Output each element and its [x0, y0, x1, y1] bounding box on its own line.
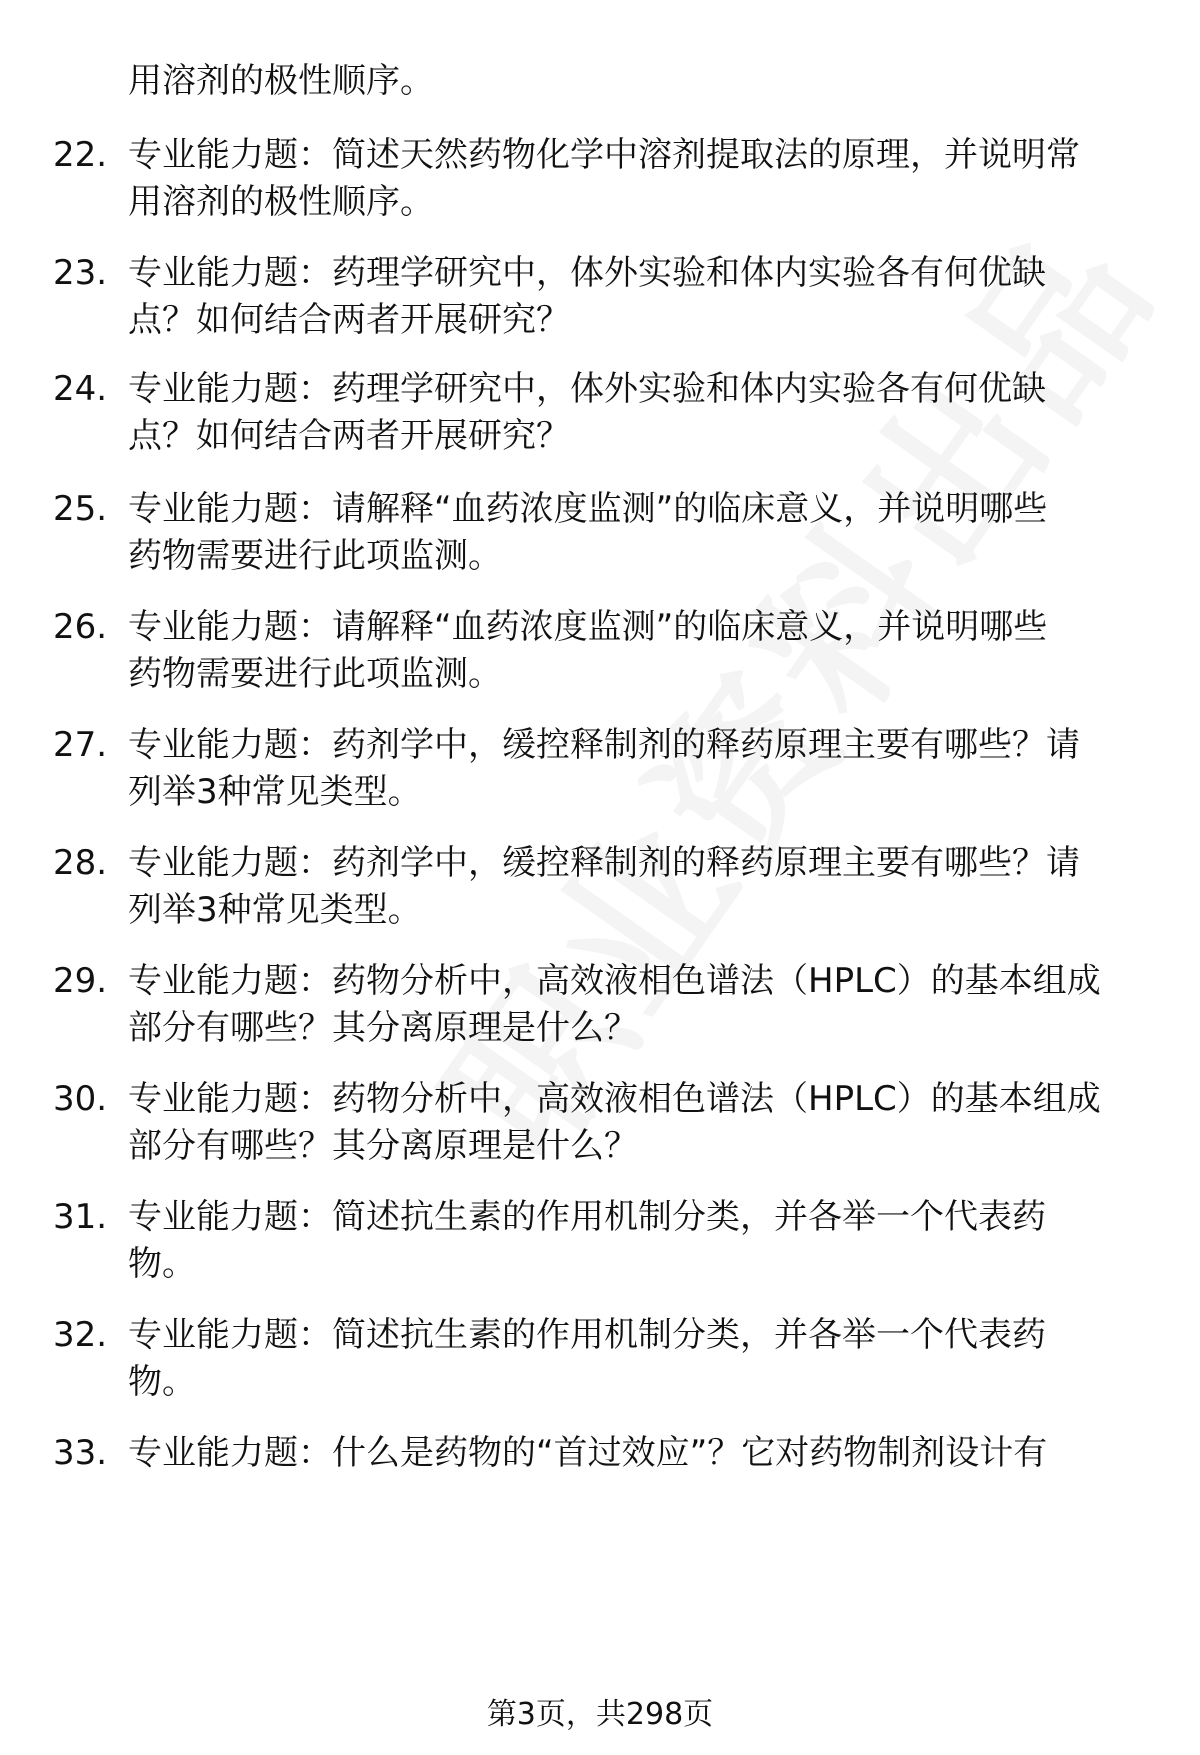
page-number-footer: 第3页，共298页 — [486, 1697, 714, 1732]
question-number: 28. — [53, 843, 108, 883]
question-number: 23. — [53, 253, 108, 293]
question-item — [0, 840, 1200, 950]
question-number: 29. — [53, 961, 108, 1001]
question-text: 专业能力题：简述天然药物化学中溶剂提取法的原理，并说明常 用溶剂的极性顺序。 — [128, 135, 1080, 222]
question-item — [0, 250, 1200, 360]
question-text: 专业能力题：什么是药物的“首过效应”？它对药物制剂设计有 — [128, 1433, 1048, 1473]
question-text: 专业能力题：简述抗生素的作用机制分类，并各举一个代表药 物。 — [128, 1315, 1046, 1402]
question-number: 27. — [53, 725, 108, 765]
question-number: 32. — [53, 1315, 108, 1355]
question-item — [0, 486, 1200, 596]
question-text: 专业能力题：药剂学中，缓控释制剂的释药原理主要有哪些？请 列举3种常见类型。 — [128, 725, 1080, 812]
question-item — [0, 958, 1200, 1068]
question-item — [0, 1076, 1200, 1186]
question-text: 专业能力题：请解释“血药浓度监测”的临床意义，并说明哪些 药物需要进行此项监测。 — [128, 489, 1048, 576]
question-text: 专业能力题：药物分析中，高效液相色谱法（HPLC）的基本组成 部分有哪些？其分离原理是什么？ — [128, 1079, 1101, 1166]
question-text: 专业能力题：药理学研究中，体外实验和体内实验各有何优缺 点？如何结合两者开展研究？ — [128, 369, 1046, 456]
question-number: 33. — [53, 1433, 108, 1473]
question-text: 专业能力题：简述抗生素的作用机制分类，并各举一个代表药 物。 — [128, 1197, 1046, 1284]
question-text: 专业能力题：药理学研究中，体外实验和体内实验各有何优缺 点？如何结合两者开展研究？ — [128, 253, 1046, 340]
question-number: 24. — [53, 369, 108, 409]
question-number: 30. — [53, 1079, 108, 1119]
question-text: 专业能力题：药剂学中，缓控释制剂的释药原理主要有哪些？请 列举3种常见类型。 — [128, 843, 1080, 930]
question-item — [0, 1430, 1200, 1540]
question-item — [0, 366, 1200, 476]
question-item — [0, 722, 1200, 832]
continuation-text: 用溶剂的极性顺序。 — [128, 61, 434, 101]
question-text: 专业能力题：请解释“血药浓度监测”的临床意义，并说明哪些 药物需要进行此项监测。 — [128, 607, 1048, 694]
question-number: 22. — [53, 135, 108, 175]
question-item — [0, 132, 1200, 242]
question-item — [0, 1312, 1200, 1422]
question-item — [0, 1194, 1200, 1304]
question-text: 专业能力题：药物分析中，高效液相色谱法（HPLC）的基本组成 部分有哪些？其分离原理是什么？ — [128, 961, 1101, 1048]
question-number: 26. — [53, 607, 108, 647]
question-number: 25. — [53, 489, 108, 529]
question-item — [0, 604, 1200, 714]
question-number: 31. — [53, 1197, 108, 1237]
